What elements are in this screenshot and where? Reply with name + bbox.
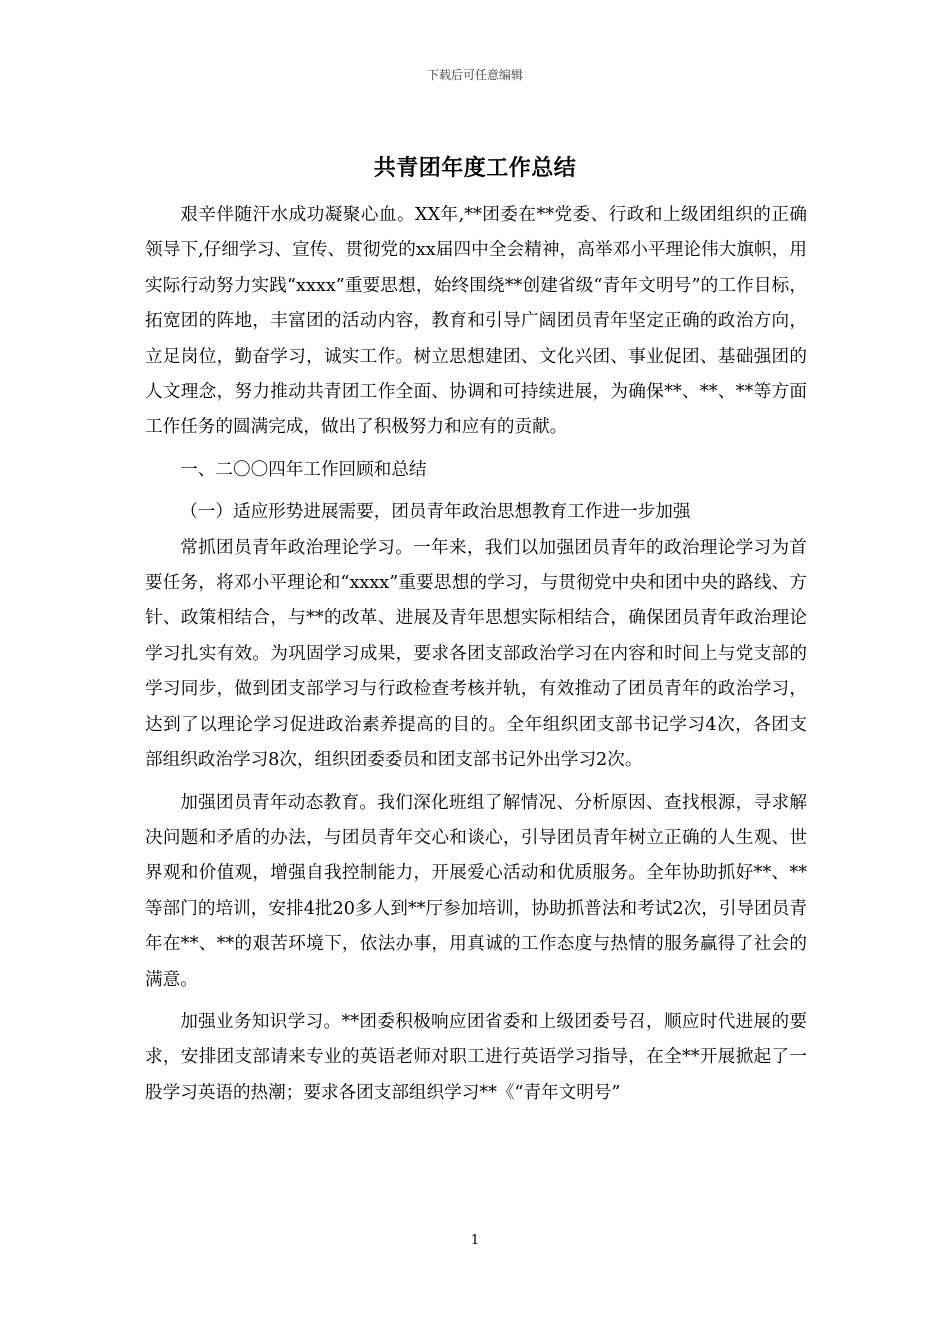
page-number: 1 xyxy=(470,1233,480,1248)
document-body xyxy=(145,198,807,1111)
header-note: 下载后可任意编辑 xyxy=(426,68,523,82)
subsection-heading: （一）适应形势进展需要，团员青年政治思想教育工作进一步加强 xyxy=(180,502,691,523)
paragraph-business-study: 加强业务知识学习。**团委积极响应团省委和上级团委号召，顺应时代进展的要求，安排团支部请来专业的英语老师对职工进行英语学习指导，在全**开展掀起了一股学习英语的热潮；要求各团支部组织学习**《“青年文明号” xyxy=(145,1011,807,1103)
paragraph-intro: 艰辛伴随汗水成功凝聚心血。XX年,**团委在**党委、行政和上级团组织的正确领导下,仔细学习、宣传、贯彻党的xx届四中全会精神，高举邓小平理论伟大旗帜，用实际行动努力实践“xxxx”重要思想，始终围绕**创建省级“青年文明号”的工作目标，拓宽团的阵地，丰富团的活动内容，教育和引导广阔团员青年坚定正确的政治方向，立足岗位，勤奋学习，诚实工作。树立思想建团、文化兴团、事业促团、基础强团的人文理念，努力推动共青团工作全面、协调和可持续进展，为确保**、**、**等方面工作任务的圆满完成，做出了积极努力和应有的贡献。 xyxy=(145,205,807,438)
section-heading: 一、二〇〇四年工作回顾和总结 xyxy=(180,459,427,480)
document-title: 共青团年度工作总结 xyxy=(373,156,577,181)
paragraph-political-study: 常抓团员青年政治理论学习。一年来，我们以加强团员青年的政治理论学习为首要任务，将邓小平理论和“xxxx”重要思想的学习，与贯彻党中央和团中央的路线、方针、政策相结合，与**的改革、进展及青年思想实际相结合，确保团员青年政治理论学习扎实有效。为巩固学习成果，要求各团支部政治学习在内容和时间上与党支部的学习同步，做到团支部学习与行政检查考核并轨，有效推动了团员青年的政治学习，达到了以理论学习促进政治素养提高的目的。全年组织团支部书记学习4次，各团支部组织政治学习8次，组织团委委员和团支部书记外出学习2次。 xyxy=(145,537,807,771)
paragraph-dynamic-education: 加强团员青年动态教育。我们深化班组了解情况、分析原因、查找根源，寻求解决问题和矛盾的办法，与团员青年交心和谈心，引导团员青年树立正确的人生观、世界观和价值观，增强自我控制能力，开展爱心活动和优质服务。全年协助抓好**、**等部门的培训，安排4批20多人到**厅参加培训，协助抓普法和考试2次，引导团员青年在**、**的艰苦环境下，依法办事，用真诚的工作态度与热情的服务赢得了社会的满意。 xyxy=(145,792,807,990)
